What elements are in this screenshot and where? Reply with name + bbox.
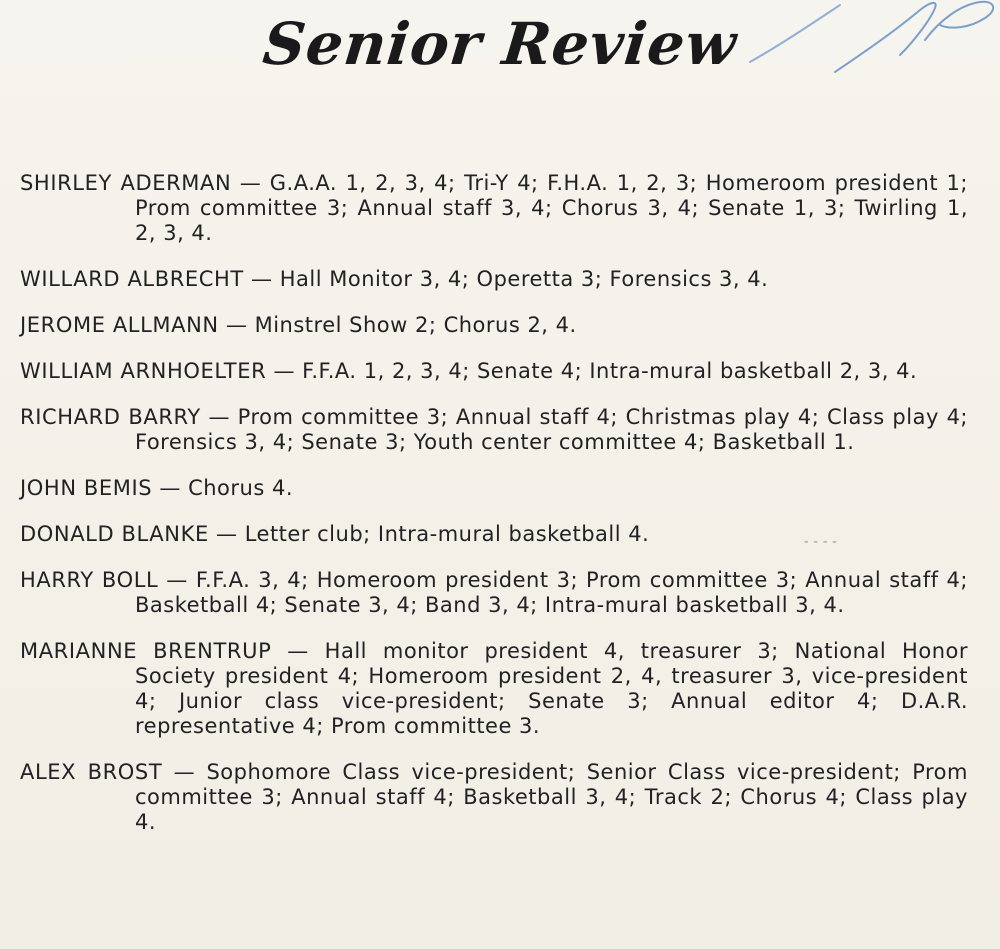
senior-activities: Minstrel Show 2; Chorus 2, 4.	[254, 313, 577, 337]
senior-name: RICHARD BARRY	[20, 405, 201, 429]
name-separator: —	[218, 313, 255, 337]
senior-name: JOHN BEMIS	[20, 476, 153, 500]
name-separator: —	[266, 359, 303, 383]
handwritten-pencil-mark	[740, 0, 1000, 90]
name-separator: —	[243, 267, 280, 291]
senior-name: HARRY BOLL	[20, 568, 159, 592]
senior-name: MARIANNE BRENTRUP	[20, 639, 272, 663]
senior-name: DONALD BLANKE	[20, 522, 209, 546]
senior-entry	[20, 359, 968, 384]
senior-activities: G.A.A. 1, 2, 3, 4; Tri-Y 4; F.H.A. 1, 2, 3; Homeroom president 1; Prom committee 3; Annual staff 3, 4; Chorus 3, 4; Senate 1, 3; Twirling 1, 2, 3, 4.	[135, 171, 968, 245]
senior-activities: Hall monitor president 4, treasurer 3; National Honor Society president 4; Homeroom president 2, 4, treasurer 3, vice-president 4; Junior class vice-president; Senate 3; Annual editor 4; D.A.R. representative 4; Prom committee 3.	[135, 639, 968, 738]
senior-entries-list	[20, 150, 968, 853]
senior-entry	[20, 476, 968, 501]
senior-activities: Hall Monitor 3, 4; Operetta 3; Forensics 3, 4.	[279, 267, 769, 291]
senior-activities: Prom committee 3; Annual staff 4; Christmas play 4; Class play 4; Forensics 3, 4; Senate 3; Youth center committee 4; Basketball 1.	[135, 405, 969, 454]
senior-entry	[20, 171, 968, 246]
name-separator: —	[158, 568, 196, 592]
senior-entry	[20, 405, 968, 455]
senior-activities: F.F.A. 3, 4; Homeroom president 3; Prom committee 3; Annual staff 4; Basketball 4; Senate 3, 4; Band 3, 4; Intra-mural basketball 3, 4.	[135, 568, 968, 617]
senior-activities: Sophomore Class vice-president; Senior Class vice-president; Prom committee 3; Annual staff 4; Basketball 3, 4; Track 2; Chorus 4; Class play 4.	[135, 760, 968, 834]
senior-name: SHIRLEY ADERMAN	[20, 171, 232, 195]
name-separator: —	[208, 522, 245, 546]
name-separator: —	[271, 639, 325, 663]
senior-activities: F.F.A. 1, 2, 3, 4; Senate 4; Intra-mural basketball 2, 3, 4.	[302, 359, 918, 383]
senior-activities: Letter club; Intra-mural basketball 4.	[244, 522, 650, 546]
senior-entry	[20, 267, 968, 292]
senior-entry	[20, 760, 968, 835]
name-separator: —	[200, 405, 238, 429]
page-title: Senior Review	[259, 10, 741, 78]
senior-name: WILLIAM ARNHOELTER	[20, 359, 267, 383]
senior-entry	[20, 639, 968, 739]
name-separator: —	[162, 760, 207, 784]
senior-entry	[20, 313, 968, 338]
senior-name: JEROME ALLMANN	[20, 313, 219, 337]
senior-name: ALEX BROST	[20, 760, 163, 784]
name-separator: —	[231, 171, 270, 195]
stray-dash-mark: ----	[802, 534, 840, 550]
senior-name: WILLARD ALBRECHT	[20, 267, 244, 291]
name-separator: —	[152, 476, 189, 500]
senior-activities: Chorus 4.	[188, 476, 293, 500]
senior-entry	[20, 568, 968, 618]
